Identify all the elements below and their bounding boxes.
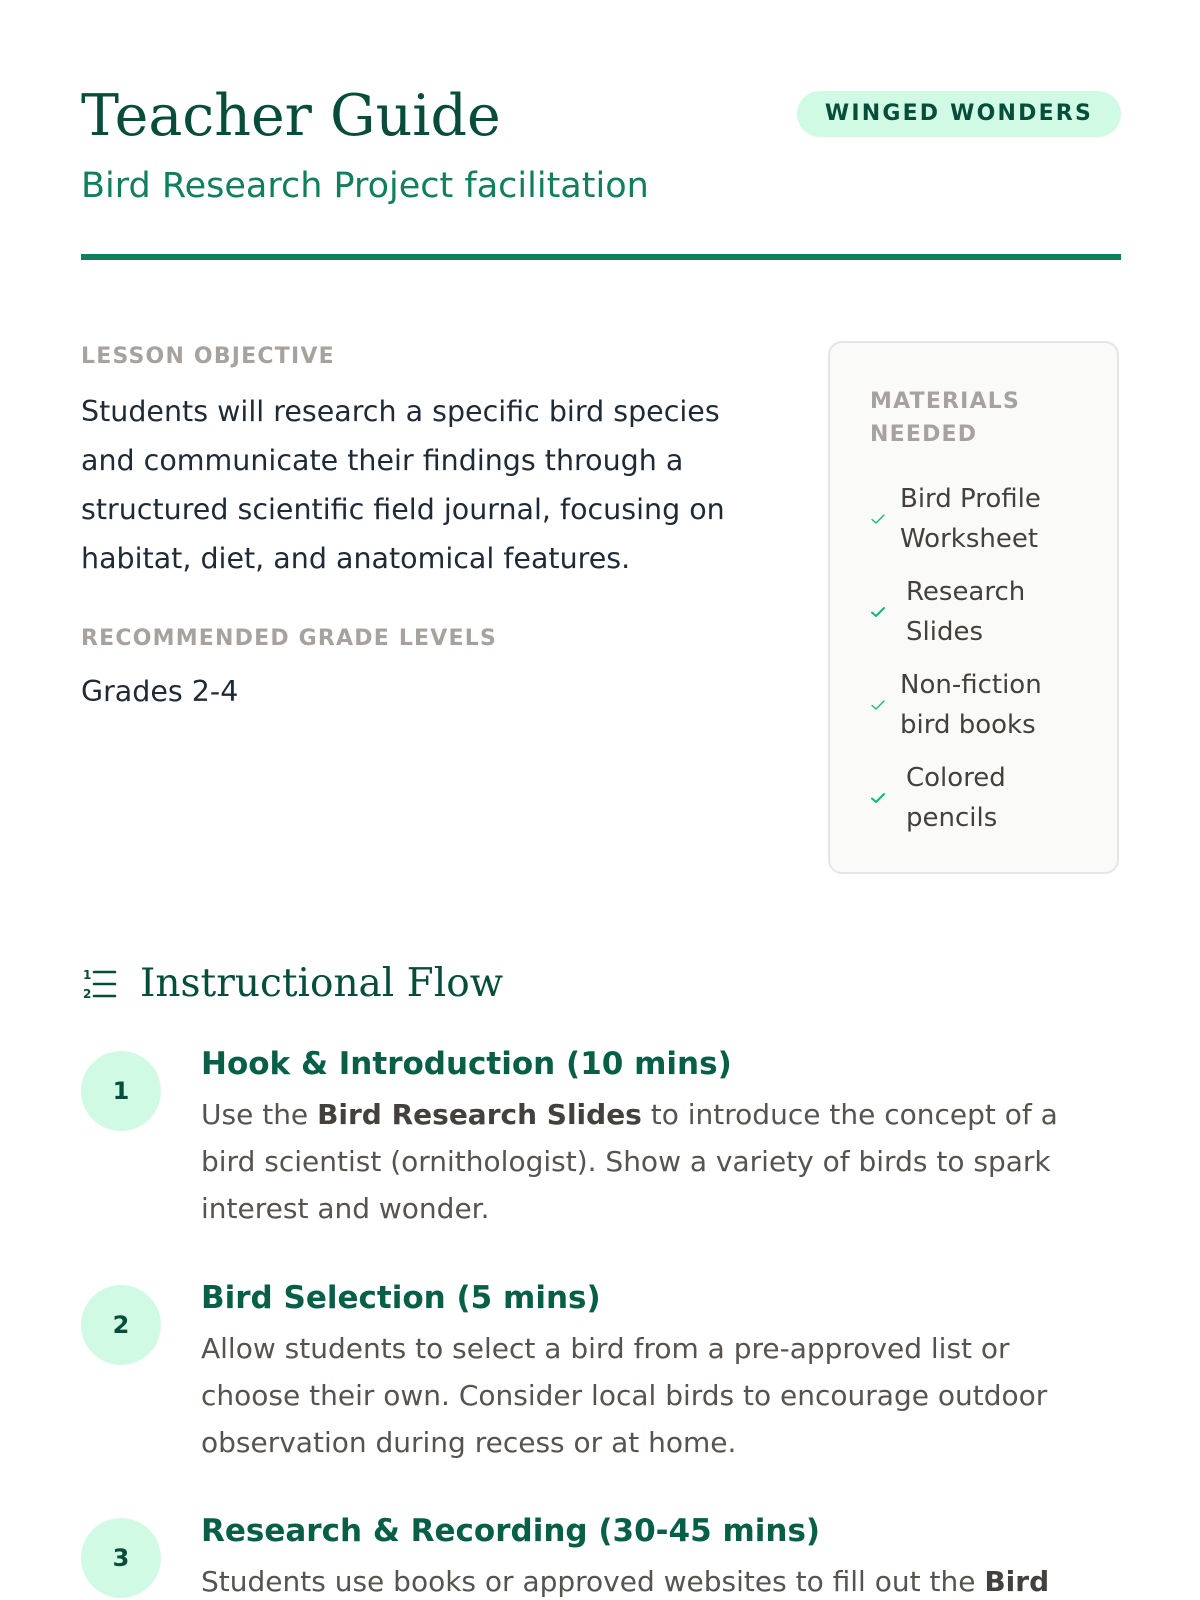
step-title: Research & Recording (30-45 mins) [201, 1513, 821, 1549]
step-description: Allow students to select a bird from a pre-approved list or choose their own. Consider local birds to encourage outdoor observation during recess or at home. [201, 1332, 1048, 1459]
materials-item [870, 479, 1100, 559]
step-highlight: Bird [984, 1565, 1050, 1598]
step-text: to introduce the concept of a bird scientist (ornithologist). Show a variety of birds to spark interest and wonder. [201, 1098, 1058, 1225]
step-number-badge: 2 [81, 1285, 161, 1365]
step-number-badge: 3 [81, 1518, 161, 1598]
materials-title: MATERIALS NEEDED [870, 389, 1021, 447]
teacher-guide-page [81, 0, 1121, 1600]
check-icon [870, 604, 886, 620]
step-text: Students use books or approved websites to fill out the [201, 1565, 985, 1598]
step-description [201, 1558, 1106, 1600]
step-description [201, 1091, 1106, 1232]
page-title: Teacher Guide [81, 83, 501, 149]
materials-item [870, 665, 1100, 745]
grade-levels-value: Grades 2-4 [81, 675, 239, 708]
grade-levels-label: RECOMMENDED GRADE LEVELS [81, 626, 497, 651]
unit-badge: WINGED WONDERS [797, 91, 1121, 137]
flow-step [81, 1513, 1121, 1600]
flow-step [81, 1280, 1121, 1515]
check-icon [870, 511, 886, 527]
page-subtitle: Bird Research Project facilitation [81, 166, 649, 206]
step-title: Bird Selection (5 mins) [201, 1280, 601, 1316]
ordered-list-icon [81, 967, 117, 1001]
materials-item [870, 758, 1100, 838]
step-text: Use the [201, 1098, 318, 1131]
check-icon [870, 790, 886, 806]
materials-item-label: Colored pencils [906, 763, 1006, 833]
flow-step [81, 1046, 1121, 1281]
instructional-flow-title: Instructional Flow [140, 961, 504, 1006]
materials-item [870, 572, 1100, 652]
step-number-badge: 1 [81, 1051, 161, 1131]
step-title: Hook & Introduction (10 mins) [201, 1046, 732, 1082]
check-icon [870, 697, 886, 713]
step-highlight: Bird Research Slides [317, 1098, 642, 1131]
materials-item-label: Research Slides [906, 577, 1026, 647]
svg-text:2: 2 [83, 987, 92, 1001]
materials-item-label: Non-fiction bird books [900, 670, 1042, 740]
header-divider [81, 254, 1121, 260]
lesson-objective-text: Students will research a specific bird species and communicate their findings through a structured scientific field journal, focusing on habitat, diet, and anatomical features. [81, 395, 725, 575]
svg-text:1: 1 [83, 968, 92, 982]
materials-card [828, 341, 1119, 874]
lesson-objective-label: LESSON OBJECTIVE [81, 344, 335, 369]
materials-item-label: Bird Profile Worksheet [900, 484, 1041, 554]
